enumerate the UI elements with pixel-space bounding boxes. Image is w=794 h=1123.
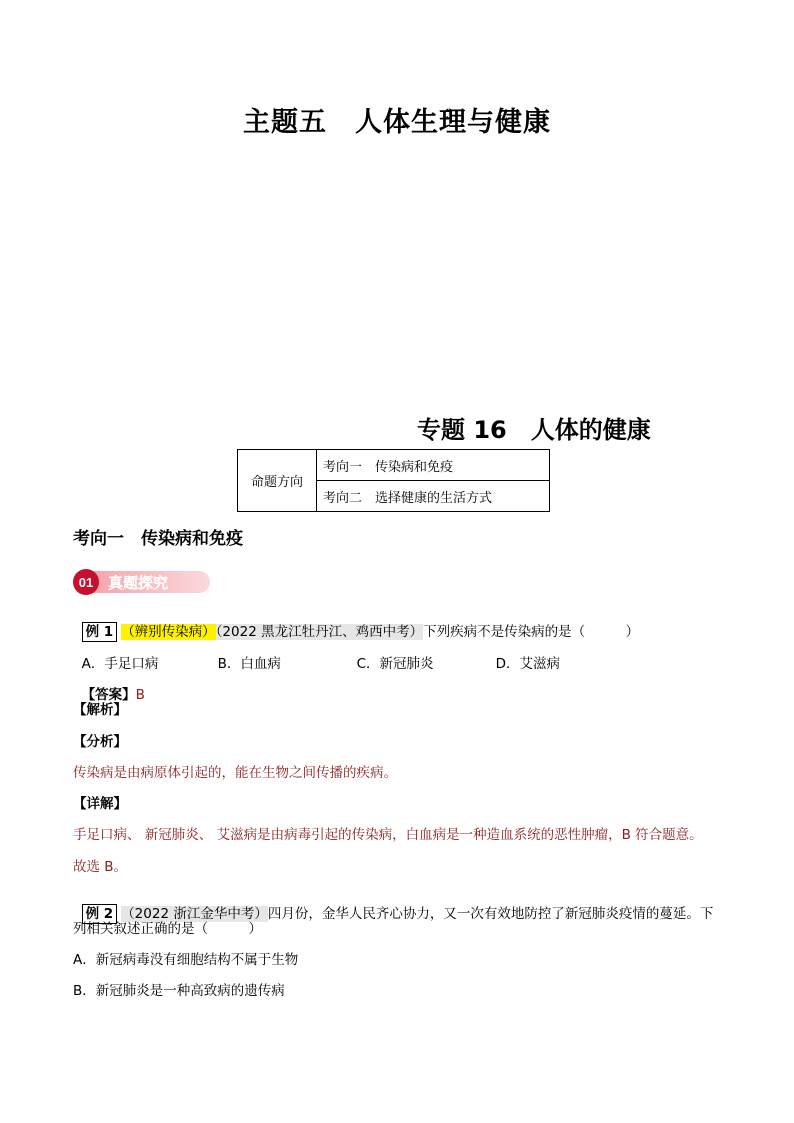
example1-source: （2022 黑龙江牡丹江、鸡西中考） xyxy=(215,624,424,640)
example2-source: （2022 浙江金华中考） xyxy=(121,906,268,922)
direction-table xyxy=(237,449,550,512)
section-banner xyxy=(72,568,212,596)
example2-question-2: 列相关叙述正确的是（ ） xyxy=(73,921,262,937)
example1-tag: 例 1 xyxy=(82,622,118,642)
section-title: 考向一 传染病和免疫 xyxy=(73,529,243,549)
direction-item-1: 考向一 传染病和免疫 xyxy=(317,450,550,481)
fenxi-text: 传染病是由病原体引起的，能在生物之间传播的疾病。 xyxy=(73,765,397,781)
option-d: D．艾滋病 xyxy=(495,656,560,672)
option-b: B．白血病 xyxy=(217,656,281,672)
direction-table-head: 命题方向 xyxy=(238,450,317,512)
option-a: A．手足口病 xyxy=(81,656,159,672)
option-c: C．新冠肺炎 xyxy=(356,656,434,672)
conclusion-text: 故选 B。 xyxy=(73,859,128,875)
sub-title: 专题 16 人体的健康 xyxy=(417,416,651,444)
detail-text: 手足口病、 新冠肺炎、 艾滋病是由病毒引起的传染病，白血病是一种造血系统的恶性肿瘤，B 符合题意。 xyxy=(73,827,703,843)
fenxi-label: 【分析】 xyxy=(73,734,127,750)
example2-tag: 例 2 xyxy=(82,904,118,924)
example2-option-a: A．新冠病毒没有细胞结构不属于生物 xyxy=(73,952,299,968)
banner-text: 真题探究 xyxy=(108,574,169,592)
analysis-label: 【解析】 xyxy=(73,702,127,718)
direction-item-2: 考向二 选择健康的生活方式 xyxy=(317,481,550,512)
example2-option-b: B．新冠肺炎是一种高致病的遗传病 xyxy=(73,983,285,999)
main-title: 主题五 人体生理与健康 xyxy=(243,107,551,138)
banner-number: 01 xyxy=(78,575,94,590)
answer-value: B xyxy=(135,687,145,703)
example1-category: （辨别传染病） xyxy=(121,624,216,640)
example2-question-1: 四月份，金华人民齐心协力，又一次有效地防控了新冠肺炎疫情的蔓延。下 xyxy=(267,906,714,922)
answer-label: 【答案】 xyxy=(81,687,136,703)
detail-label: 【详解】 xyxy=(73,796,127,812)
example1-question: 下列疾病不是传染病的是（ ） xyxy=(423,624,640,640)
example1-options xyxy=(73,636,560,672)
